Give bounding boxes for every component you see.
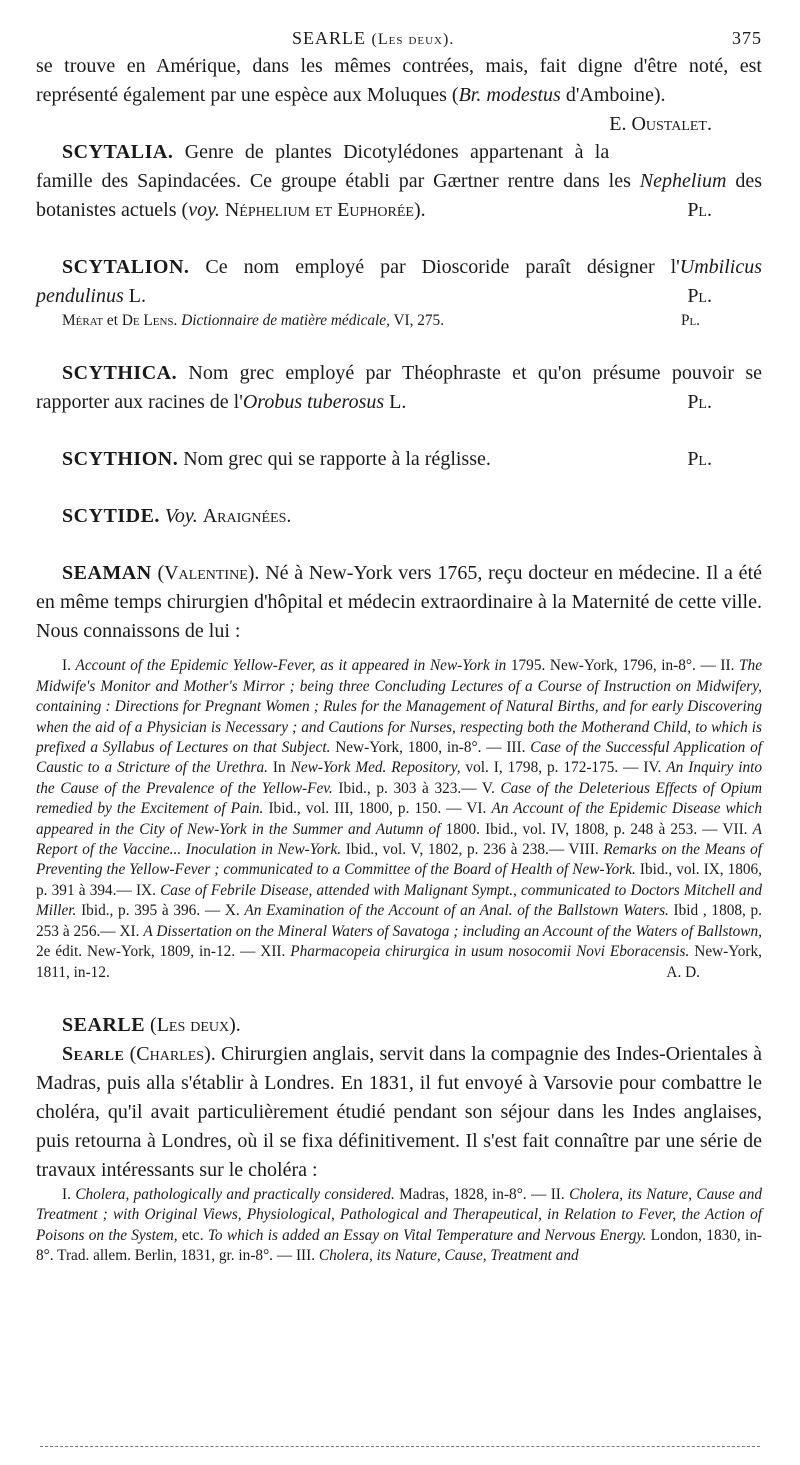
author-signature: Pl. [687,448,712,471]
author-signature: Pl. [687,391,712,414]
running-head-title: SEARLE (Les deux). [292,28,455,48]
page-number: 375 [732,28,762,48]
entry-headword: SCYTALIA. [62,141,174,163]
entry-headword: Searle [62,1042,125,1065]
entry-scytalion: SCYTALION. Ce nom employé par Dioscoride paraît désigner l'Umbilicus pendulinus L. Pl. [36,253,762,311]
author-signature: A. D. [666,963,700,981]
entry-headword: SCYTIDE. [62,505,160,528]
entry-seaman: SEAMAN (Valentine). Né à New-York vers 1765, reçu docteur en médecine. Il a été en même temps chirurgien d'hôpital et médecin extraordinaire à la Maternité de cette ville. Nous connaissons de lui : [36,562,762,643]
entry-headword: SEARLE [62,1013,146,1036]
author-signature: Pl. [680,312,700,329]
author-signature: E. Oustalet. [609,113,712,135]
entry-headword: SCYTALION. [62,256,190,278]
author-signature: Pl. [687,285,712,307]
entry-scytide: SCYTIDE. Voy. Araignées. [62,505,292,528]
entry-headword: SCYTHICA. [62,362,178,385]
entry-searle-charles: Searle (Charles). Chirurgien anglais, servit dans la compagnie des Indes-Orientales à Madras, puis alla s'établir à Londres. En 1831, il fut envoyé à Varsovie pour combattre le choléra, qu'il avait particulièrement étudié pendant son séjour dans les Indes anglaises, puis retourna à Londres, où il se fixa définitivement. Il s'est fait connaître par une série de travaux intéressants sur le choléra : [36,1042,762,1181]
entry-scythion: SCYTHION. Nom grec qui se rapporte à la réglisse. Pl. [36,445,762,474]
entry-continuation: se trouve en Amérique, dans les mêmes contrées, mais, fait digne d'être noté, est représenté également par une espèce aux Moluques (Br. modestus d'Amboine). E. Oustalet. [36,52,762,110]
running-head [36,28,762,52]
entry-scytalion-reference: Mérat et De Lens. Dictionnaire de matière médicale, VI, 275. Pl. [36,311,762,331]
author-signature: Pl. [687,199,712,221]
entry-headword: SEAMAN [62,562,152,585]
entry-searle-heading: SEARLE (Les deux). [62,1013,241,1036]
entry-headword: SCYTHION. [62,448,179,471]
entry-searle-bibliography: I. Cholera, pathologically and practically considered. Madras, 1828, in-8°. — II. Cholera, its Nature, Cause and Treatment ; with Original Views, Physiological, Pathological and Therapeutical, in Relation to Fever, the Action of Poisons on the System, etc. To which is added an Essay on Vital Temperature and Nervous Energy. London, 1830, in-8°. Trad. allem. Berlin, 1831, gr. in-8°. — III. Cholera, its Nature, Cause, Treatment and [36,1185,763,1265]
bottom-rule [40,1446,760,1447]
entry-scythica: SCYTHICA. Nom grec employé par Théophraste et qu'on présume pouvoir se rapporter aux racines de l'Orobus tuberosus L. Pl. [36,359,762,417]
entry-seaman-bibliography: I. Account of the Epidemic Yellow-Fever, as it appeared in New-York in 1795. New-York, 1796, in-8°. — II. The Midwife's Monitor and Mother's Mirror ; being three Concluding Lectures of a Course of Instruction on Midwifery, containing : Directions for Pregnant Women ; Rules for the Management of Natural Births, and for early Discovering when the aid of a Physician is Necessary ; and Cautions for Nurses, respecting both the Motherand Child, to which is prefixed a Syllabus of Lectures on that Subject. New-York, 1800, in-8°. — III. Case of the Successful Application of Caustic to a Stricture of the Urethra. In New-York Med. Repository, vol. I, 1798, p. 172-175. — IV. An Inquiry into the Cause of the Prevalence of the Yellow-Fev. Ibid., p. 303 à 323.— V. Case of the Deleterious Effects of Opium remedied by the Excitement of Pain. Ibid., vol. III, 1800, p. 150. — VI. An Account of the Epidemic Disease which appeared in the City of New-York in the Summer and Autumn of 1800. Ibid., vol. IV, 1808, p. 248 à 253. — VII. A Report of the Vaccine... Inoculation in New-York. Ibid., vol. V, 1802, p. 236 à 238.— VIII. Remarks on the Means of Preventing the Yellow-Fever ; communicated to a Committee of the Board of Health of New-York. Ibid., vol. IX, 1806, p. 391 à 394.— IX. Case of Febrile Disease, attended with Malignant Sympt., communicated to Doctors Mitchell and Miller. Ibid., p. 395 à 396. — X. An Examination of the Account of an Anal. of the Ballstown Waters. Ibid , 1808, p. 253 à 256.— XI. A Dissertation on the Mineral Waters of Savatoga ; including an Account of the Waters of Ballstown, 2e édit. New-York, 1809, in-12. — XII. Pharmacopeia chirurgica in usum nosocomii Novi Eboracensis. New-York, 1811, in-12. A. D. [36,656,762,983]
entry-scytalia: SCYTALIA. Genre de plantes Dicotylédones appartenant à la famille des Sapindacées. Ce groupe établi par Gærtner rentre dans les Nephelium des botanistes actuels (voy. Néphelium et Euphorée). Pl. [36,138,762,225]
